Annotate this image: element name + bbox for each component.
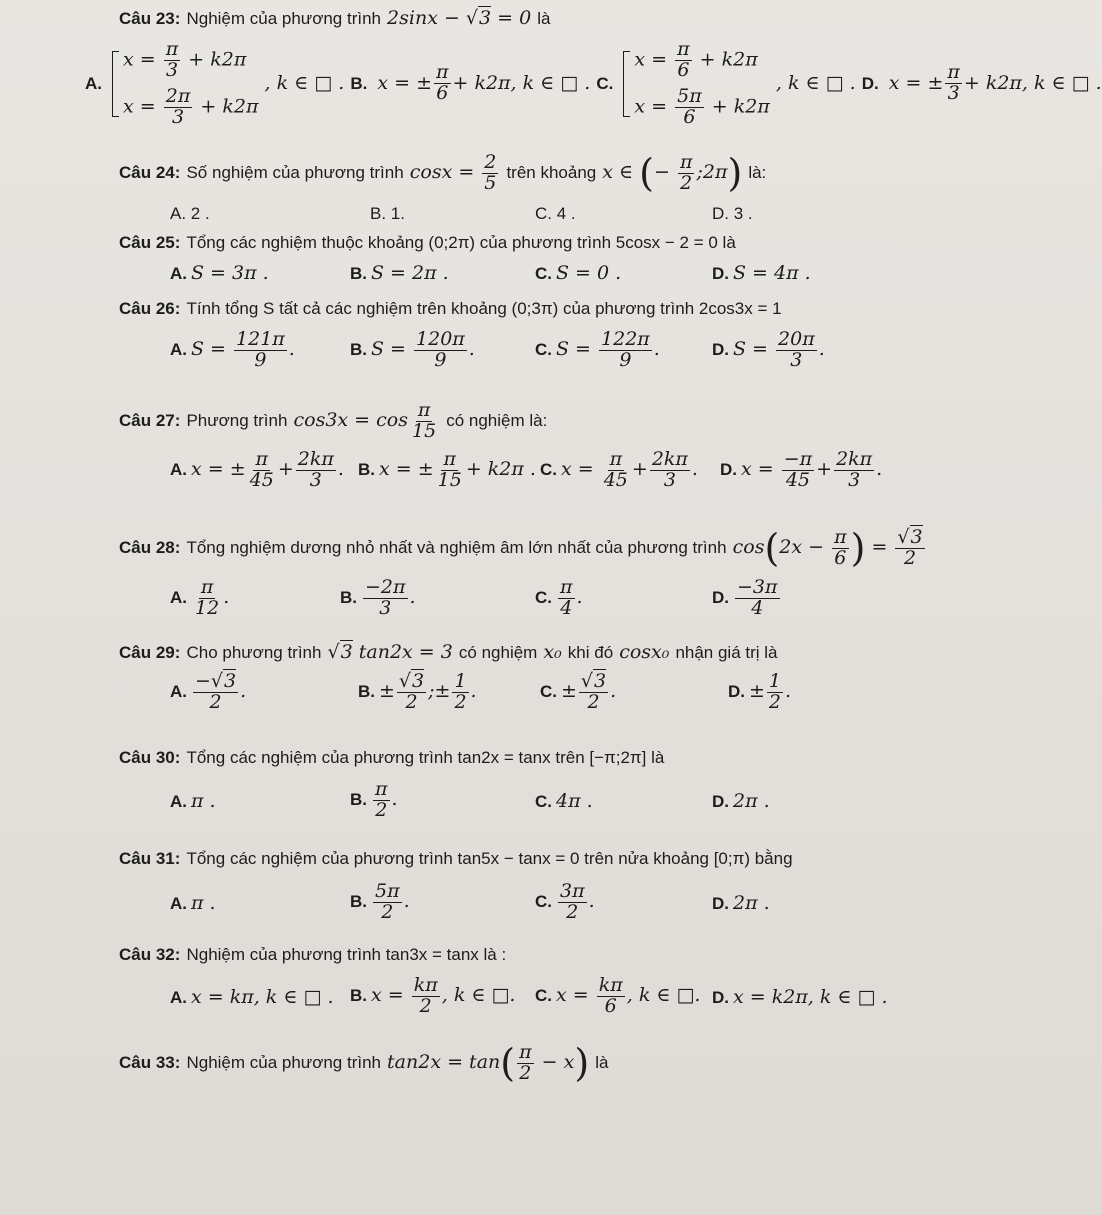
option-b[interactable]: B. x = $\frac{k\pi}{2}$ , k ∈ □. <box>350 974 516 1017</box>
question-tail: là <box>595 1053 609 1072</box>
question-32-stem <box>119 942 506 967</box>
option-a[interactable]: A. π . <box>170 790 216 812</box>
option-d[interactable]: D. x = k2π, k ∈ □ . <box>712 986 888 1008</box>
question-text: Tổng các nghiệm thuộc khoảng (0;2π) của phương trình 5cosx − 2 = 0 là <box>186 233 736 252</box>
option-b[interactable]: B. ± $\frac{√3}{2}$ ;± $\frac{1}{2}$ . <box>358 670 477 713</box>
option-c[interactable]: C. $\frac{3\pi}{2}$ . <box>535 880 595 923</box>
option-a[interactable]: A. S = $\frac{121\pi}{9}$ . <box>170 328 295 371</box>
question-number: Câu 24: <box>119 163 181 182</box>
question-number: Câu 33: <box>119 1053 181 1072</box>
equation: 2sinx − √3 = 0 <box>387 7 538 29</box>
question-23-options: A. x = $\frac{\pi}{3}$ + k2π x = $\frac{2\pi}{3}$ + k2π , k ∈ □ . B. x = ± $\frac{\pi}{6}$ + k2π, k ∈ □ . C. x = $\frac{\pi}{6}$ + k2π x = $\frac{5\pi}{6}$ + k2π , k ∈ □ . D. x = ± $\frac{\pi}{3}$ + k2π, k ∈ □ . <box>85 38 1102 128</box>
option-d-value: x = ± $\frac{\pi}{3}$ + k2π, k ∈ □ . <box>888 61 1102 105</box>
question-text: Tổng các nghiệm của phương trình tan2x = tanx trên [−π;2π] là <box>186 748 665 767</box>
question-number: Câu 29: <box>119 643 181 662</box>
option-c[interactable]: C. ± $\frac{√3}{2}$ . <box>540 670 617 713</box>
option-a[interactable]: A. x = ± $\frac{\pi}{45}$ + $\frac{2k\pi}{3}$ . <box>170 448 344 491</box>
option-d[interactable]: D. 2π . <box>712 892 770 914</box>
option-a[interactable]: A. 2 . <box>170 204 210 223</box>
option-c[interactable]: C. x = $\frac{\pi}{45}$ + $\frac{2k\pi}{3}$ . <box>540 448 698 491</box>
option-b[interactable]: B. $\frac{-2\pi}{3}$ . <box>340 576 416 619</box>
option-b[interactable]: B. S = $\frac{120\pi}{9}$ . <box>350 328 475 371</box>
option-d[interactable]: D. S = $\frac{20\pi}{3}$ . <box>712 328 825 371</box>
question-number: Câu 30: <box>119 748 181 767</box>
option-c-system: x = $\frac{\pi}{6}$ + k2π x = $\frac{5\pi}{6}$ + k2π <box>623 40 769 128</box>
option-b[interactable]: B. 1. <box>370 204 405 223</box>
option-c[interactable]: C. S = $\frac{122\pi}{9}$ . <box>535 328 660 371</box>
question-33-stem: Câu 33: Nghiệm của phương trình tan2x = tan( $\frac{\pi}{2}$ − x) là <box>119 1040 609 1085</box>
question-number: Câu 32: <box>119 945 181 964</box>
question-31-stem <box>119 846 793 871</box>
question-tail: có nghiệm là: <box>446 411 548 430</box>
question-30-stem <box>119 745 664 770</box>
question-text: Nghiệm của phương trình <box>186 1053 381 1072</box>
option-c[interactable]: C. $\frac{\pi}{4}$ . <box>535 576 583 619</box>
question-tail: là: <box>748 163 767 182</box>
question-24-stem: Câu 24: Số nghiệm của phương trình cosx = $\frac{2}{5}$ trên khoảng x ∈ (− $\frac{\pi}{2}$ ;2π) là: <box>119 150 767 195</box>
question-number: Câu 23: <box>119 9 181 28</box>
question-tail: là <box>537 9 551 28</box>
option-d[interactable]: D. S = 4π . <box>712 262 811 284</box>
option-d[interactable]: D. ± $\frac{1}{2}$ . <box>728 670 792 713</box>
option-d[interactable]: D. x = $\frac{-\pi}{45}$ + $\frac{2k\pi}{3}$ . <box>720 448 883 491</box>
option-b[interactable]: B. S = 2π . <box>350 262 449 284</box>
question-text: Tính tổng S tất cả các nghiệm trên khoảng (0;3π) của phương trình 2cos3x = 1 <box>186 299 782 318</box>
question-26-stem <box>119 296 782 321</box>
question-number: Câu 26: <box>119 299 181 318</box>
question-number: Câu 27: <box>119 411 181 430</box>
question-text: Phương trình <box>186 411 288 430</box>
option-d[interactable]: D. 2π . <box>712 790 770 812</box>
option-d[interactable]: D. $\frac{-3\pi}{4}$ <box>712 576 778 619</box>
option-d-label[interactable]: D. <box>861 73 879 93</box>
question-28-stem: Câu 28: Tổng nghiệm dương nhỏ nhất và nghiệm âm lớn nhất của phương trình cos(2x − $\frac{\pi}{6}$ ) = $\frac{√3}{2}$ <box>119 525 923 570</box>
option-b[interactable]: B. $\frac{\pi}{2}$ . <box>350 778 398 821</box>
question-number: Câu 25: <box>119 233 181 252</box>
question-number: Câu 31: <box>119 849 181 868</box>
question-text: Nghiệm của phương trình tan3x = tanx là : <box>186 945 507 964</box>
question-29-stem: Câu 29: Cho phương trình √3 tan2x = 3 có nghiệm x₀ khi đó cosx₀ nhận giá trị là <box>119 641 778 663</box>
option-a[interactable]: A. $\frac{-√3}{2}$ . <box>170 670 247 713</box>
question-23-stem <box>119 6 551 31</box>
option-a[interactable]: A. S = 3π . <box>170 262 269 284</box>
question-25-stem <box>119 230 736 255</box>
question-27-stem: Câu 27: Phương trình cos3x = cos $\frac{\pi}{15}$ có nghiệm là: <box>119 398 548 442</box>
option-c-label[interactable]: C. <box>596 73 614 93</box>
option-c[interactable]: C. S = 0 . <box>535 262 622 284</box>
question-text: Số nghiệm của phương trình <box>186 163 404 182</box>
option-b[interactable]: B. x = ± $\frac{\pi}{15}$ + k2π . <box>358 448 536 491</box>
question-text: Nghiệm của phương trình <box>186 9 381 28</box>
question-text: Tổng nghiệm dương nhỏ nhất và nghiệm âm lớn nhất của phương trình <box>186 538 727 557</box>
option-a-system: x = $\frac{\pi}{3}$ + k2π x = $\frac{2\pi}{3}$ + k2π <box>112 40 258 128</box>
option-d[interactable]: D. 3 . <box>712 204 753 223</box>
question-number: Câu 28: <box>119 538 181 557</box>
option-a-label[interactable]: A. <box>85 73 102 93</box>
question-text: Tổng các nghiệm của phương trình tan5x − tanx = 0 trên nửa khoảng [0;π) bằng <box>186 849 793 868</box>
option-b[interactable]: B. $\frac{5\pi}{2}$ . <box>350 880 410 923</box>
option-c[interactable]: C. x = $\frac{k\pi}{6}$ , k ∈ □. <box>535 974 701 1017</box>
option-a[interactable]: A. $\frac{\pi}{12}$ . <box>170 576 230 619</box>
option-a[interactable]: A. x = kπ, k ∈ □ . <box>170 986 334 1008</box>
option-b-value: x = ± $\frac{\pi}{6}$ + k2π, k ∈ □ . <box>377 61 591 105</box>
option-c[interactable]: C. 4π . <box>535 790 593 812</box>
question-text: Cho phương trình <box>186 643 322 662</box>
option-a[interactable]: A. π . <box>170 892 216 914</box>
option-b-label[interactable]: B. <box>350 73 368 93</box>
option-c[interactable]: C. 4 . <box>535 204 576 223</box>
question-tail: trên khoảng <box>506 163 597 182</box>
